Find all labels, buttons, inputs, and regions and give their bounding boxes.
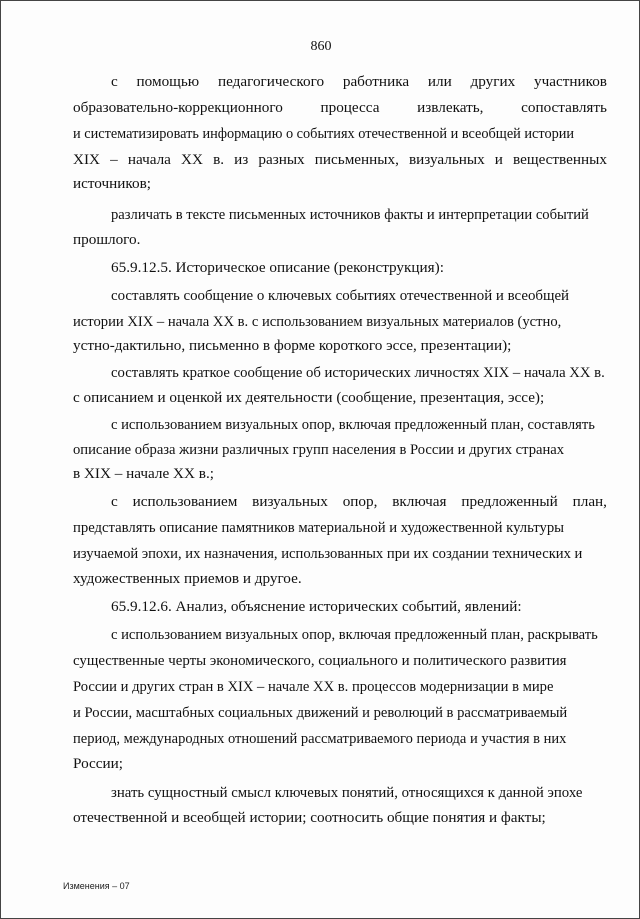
text-line: прошлого. [73, 231, 141, 248]
footer-revision-note: Изменения – 07 [63, 881, 130, 891]
text-line: представлять описание памятников материальной и художественной культуры [73, 520, 565, 536]
text-line [73, 97, 607, 119]
word: процесса [320, 99, 380, 116]
word: разных [258, 151, 305, 168]
word: в. [213, 151, 225, 168]
text-line: России и других стран в XIX – начале XX в. процессов модернизации в мире [73, 679, 554, 695]
text-line: отечественной и всеобщей истории; соотносить общие понятия и факты; [73, 809, 546, 826]
word: педагогического [217, 73, 325, 90]
word: начала [127, 151, 171, 168]
text-line: источников; [73, 175, 151, 192]
text-line: существенные черты экономического, социального и политического развития [73, 653, 567, 669]
word: визуальных [252, 493, 328, 510]
word: план, [572, 493, 607, 510]
word: сопоставлять [521, 99, 607, 116]
word: помощью [136, 73, 200, 90]
word: работника [342, 73, 410, 90]
word: и [494, 151, 503, 168]
word: других [470, 73, 516, 90]
text-line [111, 71, 607, 93]
text-line: знать сущностный смысл ключевых понятий, относящихся к данной эпохе [111, 785, 583, 801]
text-line: с использованием визуальных опор, включая предложенный план, составлять [111, 417, 595, 433]
text-line: с описанием и оценкой их деятельности (сообщение, презентация, эссе); [73, 389, 545, 406]
word: XX [181, 151, 203, 168]
text-line: период, международных отношений рассматриваемого периода и участия в них [73, 731, 567, 747]
word: – [110, 151, 118, 168]
section-heading: 65.9.12.6. Анализ, объяснение исторических событий, явлений: [111, 598, 522, 615]
word: образовательно-коррекционного [73, 99, 283, 116]
word: вещественных [513, 151, 607, 168]
word: опор, [342, 493, 378, 510]
text-line: России; [73, 755, 123, 772]
text-line [73, 149, 607, 171]
word: использованием [132, 493, 238, 510]
text-line: устно-дактильно, письменно в форме короткого эссе, презентации); [73, 337, 512, 354]
text-line: с использованием визуальных опор, включая предложенный план, раскрывать [111, 627, 598, 643]
text-line: и систематизировать информацию о событиях отечественной и всеобщей истории [73, 126, 575, 142]
text-line: в XIX – начале XX в.; [73, 465, 214, 482]
text-line: составлять сообщение о ключевых событиях отечественной и всеобщей [111, 288, 570, 304]
word: извлекать, [417, 99, 484, 116]
word: письменных, [314, 151, 399, 168]
text-line: художественных приемов и другое. [73, 570, 302, 587]
section-heading: 65.9.12.5. Историческое описание (реконструкция): [111, 259, 444, 276]
text-line: и России, масштабных социальных движений и революций в рассматриваемый [73, 705, 568, 721]
text-line [111, 491, 607, 513]
text-line: различать в тексте письменных источников факты и интерпретации событий [111, 207, 589, 223]
text-line: истории XIX – начала XX в. с использованием визуальных материалов (устно, [73, 314, 562, 330]
word: или [427, 73, 452, 90]
text-line: составлять краткое сообщение об исторических личностях XIX – начала XX в. [111, 365, 605, 381]
word: предложенный [461, 493, 558, 510]
text-line: описание образа жизни различных групп населения в России и других странах [73, 442, 565, 458]
text-line: изучаемой эпохи, их назначения, использованных при их создании технических и [73, 546, 583, 562]
word: XIX [73, 151, 100, 168]
word: с [111, 493, 118, 510]
word: включая [392, 493, 447, 510]
word: с [111, 73, 118, 90]
word: участников [534, 73, 607, 90]
page-number: 860 [310, 39, 332, 54]
word: визуальных [409, 151, 485, 168]
word: из [234, 151, 249, 168]
